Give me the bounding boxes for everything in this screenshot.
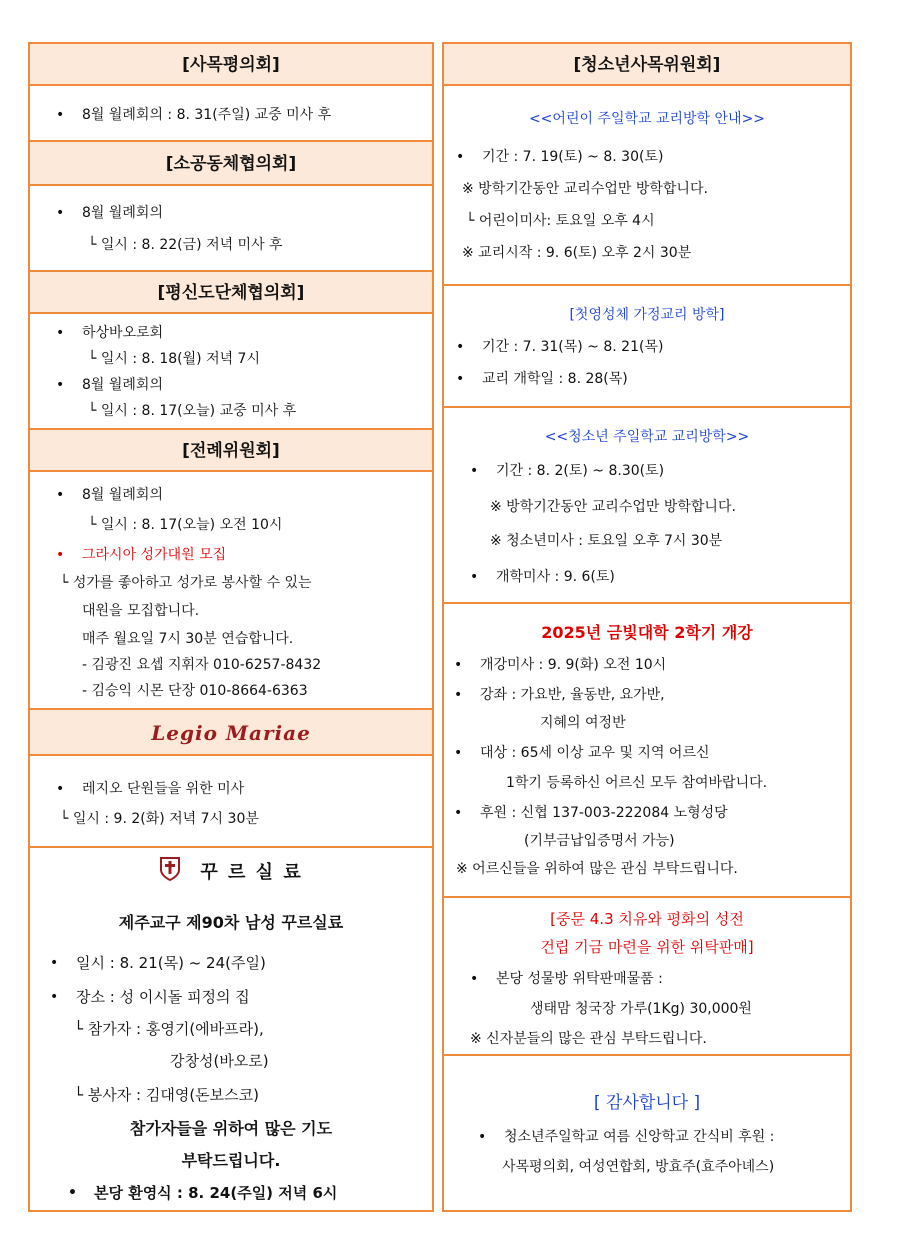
thanks-title: [ 감사합니다 ] <box>593 1093 701 1113</box>
consignment-title: 건립 기금 마련을 위한 위탁판매] <box>540 938 754 956</box>
community-council-section <box>30 142 432 272</box>
college-line: 지혜의 여정반 <box>540 715 626 731</box>
cursillo-welcome: • 본당 환영식 : 8. 24(주일) 저녁 6시 <box>94 1184 337 1202</box>
thanks-line: 사목평의회, 여성연합회, 방효주(효주아녜스) <box>502 1159 775 1175</box>
community-council-line: • 8월 월례회의 <box>82 204 163 222</box>
consignment-title: [중문 4.3 치유와 평화의 성전 <box>550 910 744 928</box>
first-communion-line: • 교리 개학일 : 8. 28(목) <box>482 370 628 388</box>
cursillo-header <box>30 856 432 892</box>
teen-line: ※ 청소년미사 : 토요일 오후 7시 30분 <box>490 533 723 549</box>
consignment-line: 생태맘 청국장 가루(1Kg) 30,000원 <box>530 1001 752 1017</box>
legio-section <box>30 710 432 848</box>
liturgy-line: • 8월 월례회의 <box>82 486 163 504</box>
laity-council-line: • 하상바오로회 <box>82 324 163 342</box>
college-line: 1학기 등록하신 어르신 모두 참여바랍니다. <box>506 775 768 791</box>
cursillo-prayer: 부탁드립니다. <box>181 1151 281 1170</box>
first-communion-line: • 기간 : 7. 31(목) ~ 8. 21(목) <box>482 338 663 356</box>
choir-recruit-title: • 그라시아 성가대원 모집 <box>82 546 226 564</box>
pastoral-council-item: • 8월 월례회의 : 8. 31(주일) 교중 미사 후 <box>82 106 331 124</box>
choir-contact: - 김광진 요셉 지휘자 010-6257-8432 <box>82 657 322 673</box>
golden-college-title: 2025년 금빛대학 2학기 개강 <box>541 623 753 642</box>
teen-line: • 기간 : 8. 2(토) ~ 8.30(토) <box>496 462 664 480</box>
laity-council-line: └ 일시 : 8. 18(월) 저녁 7시 <box>88 351 260 367</box>
cursillo-line: └ 봉사자 : 김대영(돈보스코) <box>74 1086 259 1104</box>
liturgy-line: └ 일시 : 8. 17(오늘) 오전 10시 <box>88 517 283 533</box>
thanks-line: • 청소년주일학교 여름 신앙학교 간식비 후원 : <box>504 1128 774 1146</box>
teen-line: • 개학미사 : 9. 6(토) <box>496 568 615 586</box>
thanks-section <box>444 1056 850 1210</box>
teen-school-title: <<청소년 주일학교 교리방학>> <box>544 429 750 445</box>
legio-line: └ 일시 : 9. 2(화) 저녁 7시 30분 <box>60 811 259 827</box>
cursillo-title: 꾸 르 실 료 <box>200 862 303 883</box>
teen-school-section <box>444 408 850 604</box>
liturgy-line: 매주 월요일 7시 30분 연습합니다. <box>82 631 294 647</box>
pastoral-council-section <box>30 44 432 142</box>
cursillo-line: • 일시 : 8. 21(목) ~ 24(주일) <box>76 954 266 972</box>
cursillo-line: 강창성(바오로) <box>170 1052 269 1070</box>
legio-title <box>30 710 432 756</box>
children-line: ※ 교리시작 : 9. 6(토) 오후 2시 30분 <box>462 245 692 261</box>
cursillo-emblem-icon <box>159 856 181 886</box>
community-council-title: [소공동체협의회] <box>30 142 432 186</box>
legio-logo-text: Legio Mariae <box>151 721 311 745</box>
pastoral-council-title: [사목평의회] <box>30 44 432 86</box>
youth-committee-section <box>444 44 850 286</box>
college-line: • 강좌 : 가요반, 율동반, 요가반, <box>480 686 665 704</box>
college-line: (기부금납입증명서 가능) <box>524 833 675 849</box>
laity-council-line: └ 일시 : 8. 17(오늘) 교중 미사 후 <box>88 403 297 419</box>
youth-committee-title: [청소년사목위원회] <box>444 44 850 86</box>
golden-college-section <box>444 604 850 898</box>
children-line: └ 어린이미사: 토요일 오후 4시 <box>466 213 655 229</box>
choir-contact: - 김승익 시몬 단장 010-8664-6363 <box>82 683 308 699</box>
college-line: • 개강미사 : 9. 9(화) 오전 10시 <box>480 656 666 674</box>
legio-line: • 레지오 단원들을 위한 미사 <box>82 780 244 798</box>
liturgy-council-section <box>30 430 432 710</box>
laity-council-line: • 8월 월례회의 <box>82 376 163 394</box>
cursillo-line: └ 참가자 : 홍영기(에바프라), <box>74 1020 264 1038</box>
children-school-title: <<어린이 주일학교 교리방학 안내>> <box>528 111 766 127</box>
first-communion-section <box>444 286 850 408</box>
cursillo-section <box>30 848 432 1212</box>
first-communion-title: [첫영성체 가정교리 방학] <box>569 307 725 323</box>
college-line: • 대상 : 65세 이상 교우 및 지역 어르신 <box>480 744 710 762</box>
cursillo-subtitle: 제주교구 제90차 남성 꾸르실료 <box>118 913 344 932</box>
consignment-line: • 본당 성물방 위탁판매물품 : <box>496 970 663 988</box>
cursillo-prayer: 참가자들을 위하여 많은 기도 <box>129 1119 333 1138</box>
liturgy-line: 대원을 모집합니다. <box>82 603 200 619</box>
children-line: ※ 방학기간동안 교리수업만 방학합니다. <box>462 181 708 197</box>
left-column <box>28 42 434 1212</box>
college-line: • 후원 : 신협 137-003-222084 노형성당 <box>480 804 728 822</box>
laity-council-title: [평신도단체협의회] <box>30 272 432 314</box>
laity-council-section <box>30 272 432 430</box>
cursillo-line: • 장소 : 성 이시돌 피정의 집 <box>76 988 250 1006</box>
teen-line: ※ 방학기간동안 교리수업만 방학합니다. <box>490 499 736 515</box>
consignment-line: ※ 신자분들의 많은 관심 부탁드립니다. <box>470 1031 707 1047</box>
right-column <box>442 42 852 1212</box>
liturgy-line: └ 성가를 좋아하고 성가로 봉사할 수 있는 <box>60 575 312 591</box>
children-line: • 기간 : 7. 19(토) ~ 8. 30(토) <box>482 148 663 166</box>
college-line: ※ 어르신들을 위하여 많은 관심 부탁드립니다. <box>456 861 738 877</box>
community-council-line: └ 일시 : 8. 22(금) 저녁 미사 후 <box>88 237 283 253</box>
liturgy-council-title: [전례위원회] <box>30 430 432 472</box>
consignment-section <box>444 898 850 1056</box>
